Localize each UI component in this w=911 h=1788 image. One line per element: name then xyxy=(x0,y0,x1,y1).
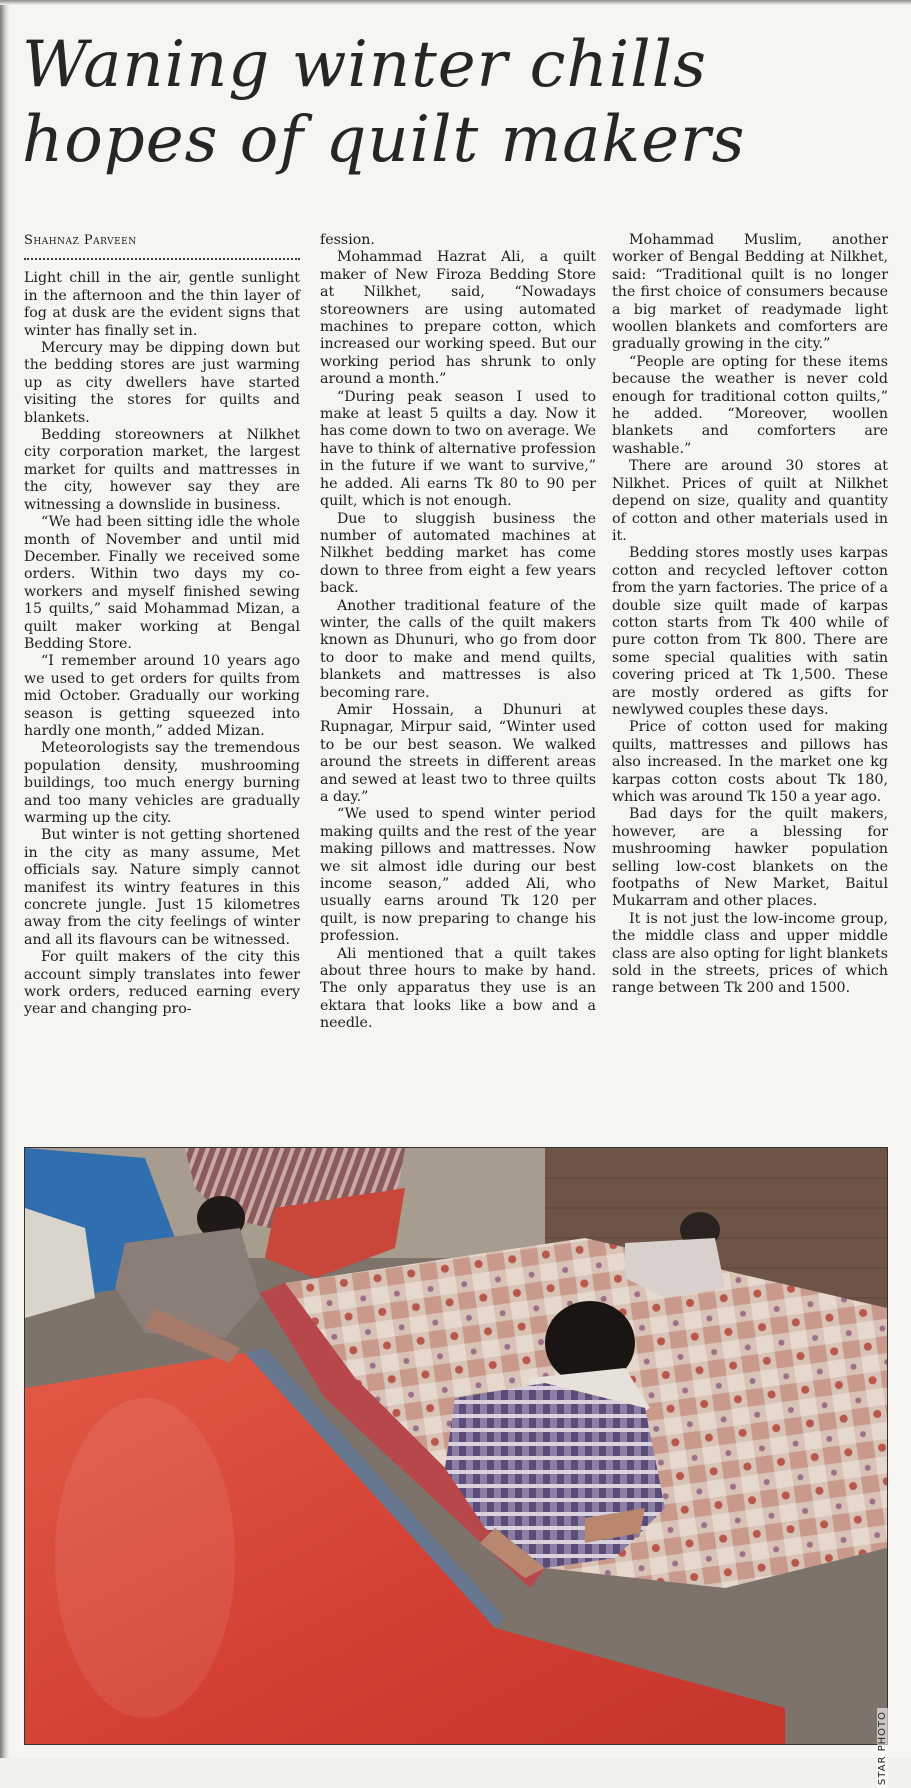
paragraph: It is not just the low-income group, the middle class and upper middle class are also opting for light blankets sold in the streets, prices of which range between Tk 200 and 1500. xyxy=(612,910,888,997)
paragraph: Bedding storeowners at Nilkhet city corporation market, the largest market for quilts and mattresses in the city, however say they are witnessing a downslide in business. xyxy=(24,427,300,513)
paragraph: “We had been sitting idle the whole month of November and until mid December. Finally we received some orders. Within two days my co-workers and myself finished sewing 15 quilts,” said Mohammad Mizan, a quilt maker working at Bengal Bedding Store. xyxy=(24,514,300,652)
paragraph: Bad days for the quilt makers, however, are a blessing for mushrooming hawker population selling low-cost blankets on the footpaths of New Market, Baitul Mukarram and other places. xyxy=(612,806,888,910)
paragraph: Meteorologists say the tremendous population density, mushrooming buildings, too much energy burning and too many vehicles are gradually warming up the city. xyxy=(24,740,300,826)
byline: Shahnaz Parveen xyxy=(24,232,300,260)
photo-credit: STAR PHOTO xyxy=(877,1708,888,1788)
paragraph: fession. xyxy=(320,232,375,248)
headline xyxy=(22,28,882,178)
paragraph: Amir Hossain, a Dhunuri at Rupnagar, Mirpur said, “Winter used to be our best season. We walked around the streets in different areas and sewed at least two to three quilts a day.” xyxy=(320,701,596,805)
paragraph: “During peak season I used to make at least 5 quilts a day. Now it has come down to two on average. We have to think of alternative profession in the future if we want to survive,” he added. Ali earns Tk 80 to 90 per quilt, which is not enough. xyxy=(320,388,596,510)
article-column-2 xyxy=(320,232,596,1033)
paragraph: Bedding stores mostly uses karpas cotton and recycled leftover cotton from the yarn factories. The price of a double size quilt made of karpas cotton starts from Tk 400 while of pure cotton from Tk 800. There are some special qualities with satin covering priced at Tk 1,500. These are mostly ordered as gifts for newlywed couples these days. xyxy=(612,545,888,718)
paragraph: Ali mentioned that a quilt takes about three hours to make by hand. The only apparatus they use is an ektara that looks like a bow and a needle. xyxy=(320,945,596,1032)
headline-line-1: Waning winter chills xyxy=(22,28,707,102)
paragraph: “I remember around 10 years ago we used to get orders for quilts from mid October. Gradually our working season is getting squeezed into hardly one month,” added Mizan. xyxy=(24,653,300,739)
paragraph: Light chill in the air, gentle sunlight in the afternoon and the thin layer of fog at dusk are the evident signs that winter has finally set in. xyxy=(24,270,300,339)
light-glare xyxy=(55,1398,235,1718)
paragraph: For quilt makers of the city this account simply translates into fewer work orders, reduced earning every year and changing pro- xyxy=(24,949,300,1018)
article-column-3 xyxy=(612,232,888,998)
paragraph: Due to sluggish business the number of automated machines at Nilkhet bedding market has come down to three from eight a few years back. xyxy=(320,510,596,597)
paragraph: Mercury may be dipping down but the bedding stores are just warming up as city dwellers have started visiting the stores for quilts and blankets. xyxy=(24,340,300,426)
paragraph: “People are opting for these items because the weather is never cold enough for traditional cotton quilts,” he added. “Moreover, woollen blankets and comforters are washable.” xyxy=(612,353,888,457)
page-edge-shadow xyxy=(0,0,10,1758)
page-top-shadow xyxy=(0,0,911,5)
headline-line-2: hopes of quilt makers xyxy=(22,103,746,177)
article-column-1 xyxy=(24,232,300,1019)
paragraph: Price of cotton used for making quilts, mattresses and pillows has also increased. In the market one kg karpas cotton costs about Tk 180, which was around Tk 150 a year ago. xyxy=(612,719,888,805)
paragraph: Mohammad Muslim, another worker of Bengal Bedding at Nilkhet, said: “Traditional quilt is no longer the first choice of consumers because a big market of readymade light woollen blankets and comforters are gradually growing in the city.” xyxy=(612,232,888,353)
paragraph: But winter is not getting shortened in the city as many assume, Met officials say. Nature simply cannot manifest its wintry features in this concrete jungle. Just 15 kilometres away from the city feelings of winter and all its flavours can be witnessed. xyxy=(24,827,300,948)
paragraph: “We used to spend winter period making quilts and the rest of the year making pillows and mattresses. Now we sit almost idle during our best income season,” added Ali, who usually earns around Tk 120 per quilt, is now preparing to change his profession. xyxy=(320,806,596,945)
paragraph: There are around 30 stores at Nilkhet. Prices of quilt at Nilkhet depend on size, quality and quantity of cotton and other materials used in it. xyxy=(612,458,888,544)
paragraph: Another traditional feature of the winter, the calls of the quilt makers known as Dhunuri, who go from door to door to make and mend quilts, blankets and mattresses is also becoming rare. xyxy=(320,597,596,701)
news-photo xyxy=(24,1147,888,1786)
quilt-makers-photo xyxy=(25,1148,887,1744)
paragraph: Mohammad Hazrat Ali, a quilt maker of New Firoza Bedding Store at Nilkhet, said, “Nowadays storeowners are using automated machines to prepare cotton, which increased our working speed. But our working period has shrunk to only around a month.” xyxy=(320,249,596,388)
